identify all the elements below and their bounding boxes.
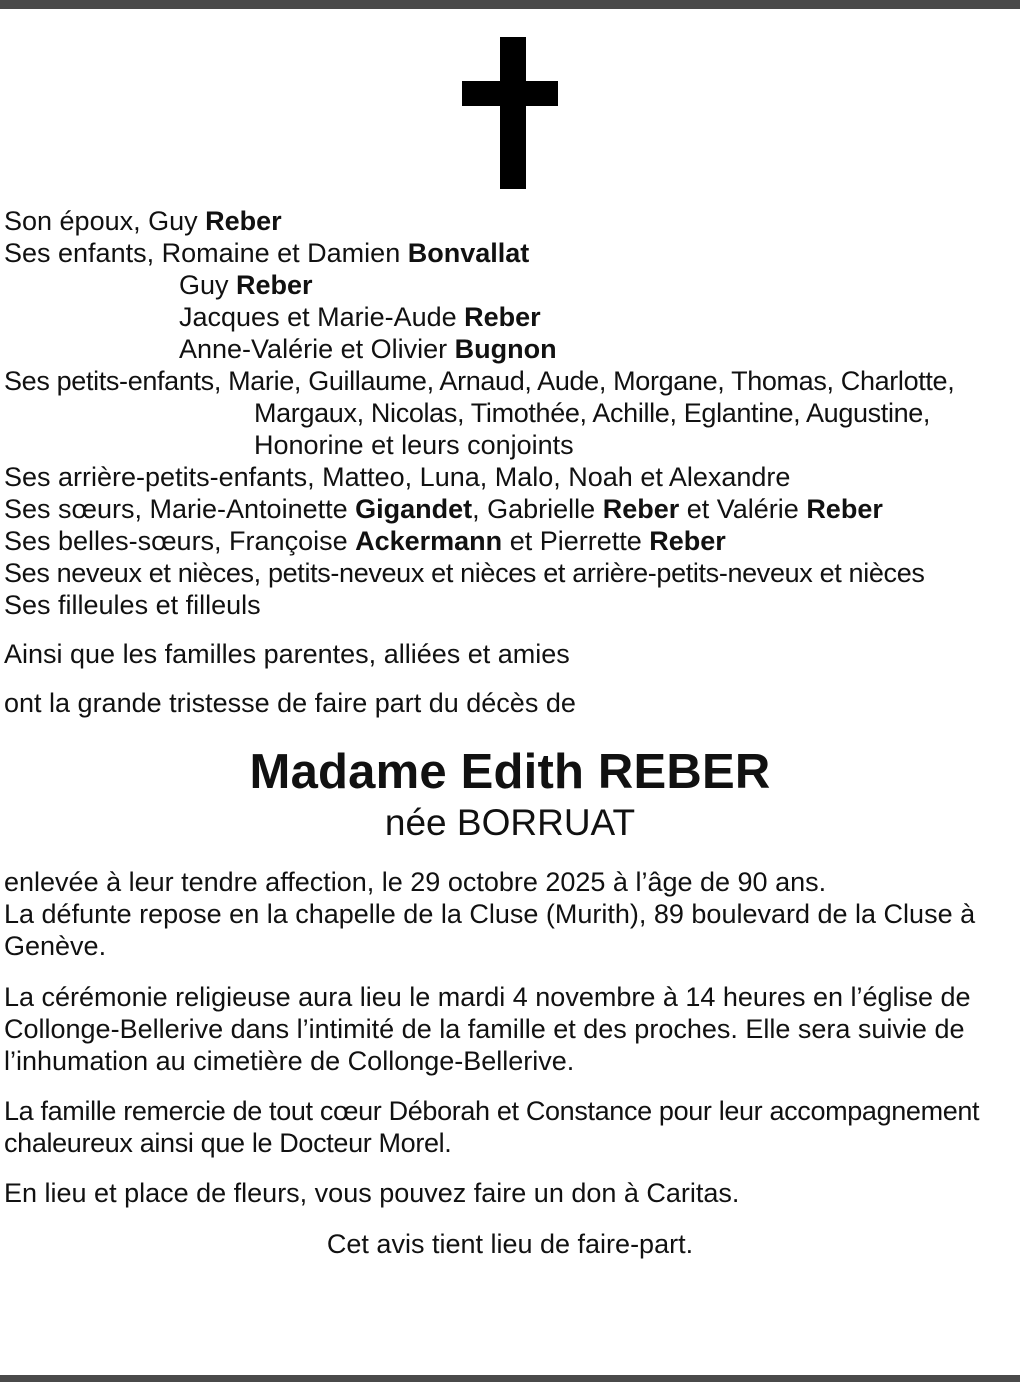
sisters-in-law-prefix: Ses belles-sœurs, Françoise <box>4 525 356 556</box>
family-line-sisters-in-law <box>4 526 1016 558</box>
family-line-grandchildren-cont <box>4 398 1016 430</box>
sisters-in-law-surname-1: Ackermann <box>355 525 503 556</box>
family-line-child-jacques <box>4 302 1016 334</box>
closing-line: Cet avis tient lieu de faire-part. <box>326 1229 694 1260</box>
family-line-child-annevalerie <box>4 334 1016 366</box>
families-line: Ainsi que les familles parentes, alliées et amies <box>4 638 570 669</box>
latin-cross-icon <box>462 37 558 189</box>
family-line-prefix: Ses petits-enfants, Marie, Guillaume, Arnaud, Aude, Morgane, Thomas, Charlotte, <box>4 365 955 396</box>
family-line-surname: Bugnon <box>454 333 557 364</box>
family-line-grandchildren <box>4 366 1016 398</box>
sisters-sep-2: et Valérie <box>679 493 807 524</box>
notice-content <box>0 9 1020 1261</box>
family-line-child-guy <box>4 270 1016 302</box>
sisters-in-law-sep: et Pierrette <box>502 525 650 556</box>
announce-line: ont la grande tristesse de faire part du décès de <box>4 687 576 718</box>
family-line-prefix: Ses enfants, Romaine et Damien <box>4 237 408 268</box>
sisters-surname-3: Reber <box>806 493 883 524</box>
family-line-grandchildren-end <box>4 430 1016 462</box>
family-line-prefix: Son époux, Guy <box>4 206 206 236</box>
family-line-godchildren: Ses filleules et filleuls <box>4 589 261 620</box>
family-line-spouse <box>4 206 1016 238</box>
cross-horizontal-bar <box>462 81 558 106</box>
paragraph-thanks: La famille remercie de tout cœur Déborah et Constance pour leur accompagnement chaleureux ainsi que le Docteur Morel. <box>4 1095 980 1159</box>
family-line-surname: Reber <box>236 269 313 300</box>
sisters-surname-1: Gigandet <box>355 493 473 524</box>
sisters-sep-1: , Gabrielle <box>472 493 603 524</box>
family-line-prefix: Honorine et leurs conjoints <box>254 429 574 460</box>
spacer <box>4 622 1016 639</box>
top-rule <box>0 0 1020 9</box>
deceased-name: Madame Edith REBER <box>249 744 771 799</box>
notice-paragraphs <box>0 866 1020 1261</box>
family-line-prefix: Jacques et Marie-Aude <box>179 301 465 332</box>
sisters-surname-2: Reber <box>602 493 680 524</box>
sisters-prefix: Ses sœurs, Marie-Antoinette <box>4 493 356 524</box>
family-line-surname: Bonvallat <box>407 237 530 268</box>
paragraph-resting-place: La défunte repose en la chapelle de la Cluse (Murith), 89 boulevard de la Cluse à Genève. <box>4 899 976 962</box>
sisters-in-law-surname-2: Reber <box>649 525 726 556</box>
family-line-surname: Reber <box>205 206 282 236</box>
family-line-surname: Reber <box>464 301 541 332</box>
family-line-sisters <box>4 494 1016 526</box>
cross-vertical-bar <box>500 37 526 189</box>
family-list <box>0 206 1020 720</box>
family-line-great-grandchildren <box>4 462 1016 494</box>
family-line-prefix: Anne-Valérie et Olivier <box>179 333 455 364</box>
family-line-nephews: Ses neveux et nièces, petits-neveux et nièces et arrière-petits-neveux et nièces <box>4 557 925 588</box>
paragraph-death-date: enlevée à leur tendre affection, le 29 octobre 2025 à l’âge de 90 ans. <box>4 867 827 898</box>
family-line-prefix: Margaux, Nicolas, Timothée, Achille, Eglantine, Augustine, <box>254 397 931 428</box>
family-line-prefix: Ses arrière-petits-enfants, Matteo, Luna, Malo, Noah et Alexandre <box>4 461 791 492</box>
cross-header <box>0 9 1020 206</box>
deceased-block <box>0 746 1020 844</box>
bottom-rule <box>0 1375 1020 1382</box>
family-line-prefix: Guy <box>179 269 237 300</box>
paragraph-donation: En lieu et place de fleurs, vous pouvez faire un don à Caritas. <box>4 1178 740 1209</box>
spacer <box>4 671 1016 688</box>
deceased-maiden-name: née BORRUAT <box>384 801 636 843</box>
paragraph-ceremony: La cérémonie religieuse aura lieu le mardi 4 novembre à 14 heures en l’église de Collonge-Bellerive dans l’intimité de la famille et des proches. Elle sera suivie de l’inhumation au cimetière de Collonge-Bellerive. <box>4 981 971 1076</box>
family-line-children <box>4 238 1016 270</box>
